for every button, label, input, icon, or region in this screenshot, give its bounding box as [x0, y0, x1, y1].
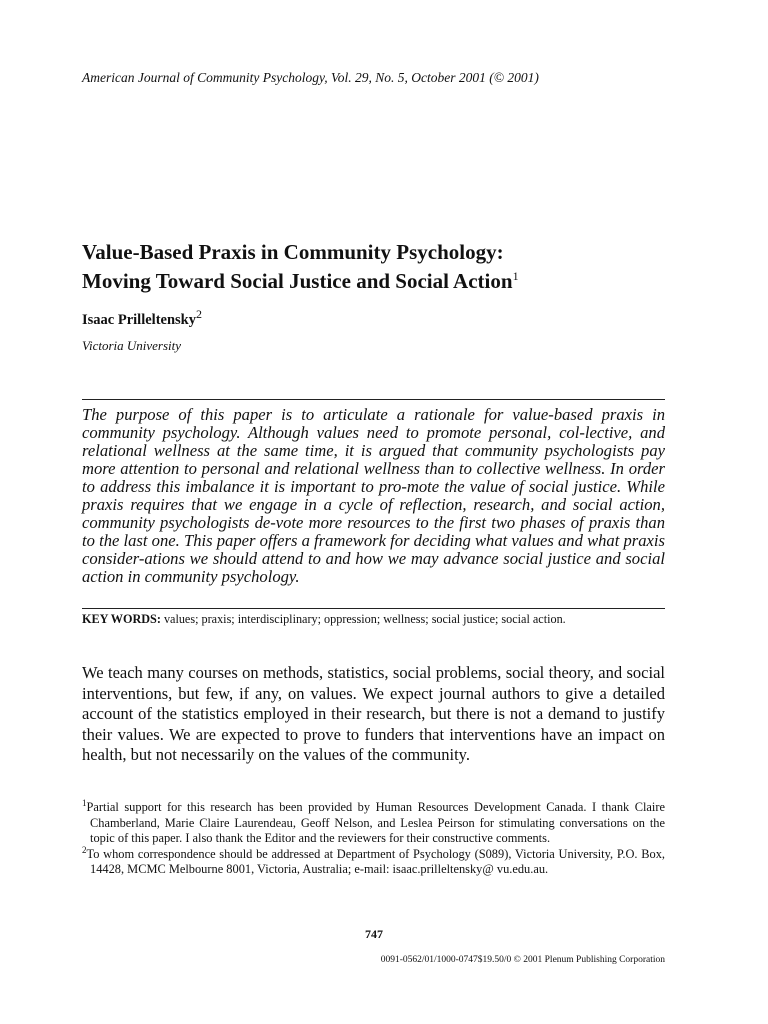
footnote-2-marker: 2	[82, 844, 87, 855]
page-number: 747	[365, 927, 383, 941]
author-footnote-marker: 2	[195, 307, 202, 322]
title-line-2-text: Moving Toward Social Justice and Social Action	[82, 269, 513, 293]
abstract: The purpose of this paper is to articulate a rationale for value-based praxis in community psychology. Although values need to promote personal, col-lective, and relational wellness at the same time, it is argued that community psychologists pay more attention to personal and relational wellness than to collective wellness. In order to address this imbalance it is important to pro-mote the value of social justice. While praxis requires that we engage in a cycle of reflection, research, and social action, community psychologists de-vote more resources to the first two phases of praxis than to the last one. This paper offers a framework for deciding what values and what praxis consider-ations we should attend to and how we may advance social justice and social action in community psychology.	[82, 405, 665, 586]
footnotes	[82, 797, 665, 878]
keywords-text: values; praxis; interdisciplinary; oppression; wellness; social justice; social action.	[163, 612, 566, 626]
footnote-1	[82, 797, 665, 847]
article-title	[82, 238, 682, 296]
footnote-1-marker: 1	[82, 797, 87, 808]
copyright-line: 0091-0562/01/1000-0747$19.50/0 © 2001 Plenum Publishing Corporation	[380, 955, 665, 965]
abstract-top-rule	[82, 399, 665, 400]
author-affiliation: Victoria University	[82, 338, 182, 353]
title-line-1: Value-Based Praxis in Community Psychology:	[82, 240, 504, 264]
footnote-1-text: Partial support for this research has been provided by Human Resources Development Canada. I thank Claire Chamberland, Marie Claire Laurendeau, Geoff Nelson, and Leslea Peirson for stimulating conversations on the topic of this paper. I also thank the Editor and the reviewers for their constructive comments.	[86, 800, 665, 845]
footnote-2-text: To whom correspondence should be addressed at Department of Psychology (S089), Victoria University, P.O. Box, 14428, MCMC Melbourne 8001, Victoria, Australia; e-mail: isaac.prilleltensky@ vu.edu.au.	[86, 846, 665, 876]
keywords-label: KEY WORDS:	[82, 612, 161, 626]
running-head: American Journal of Community Psychology, Vol. 29, No. 5, October 2001 (© 2001)	[82, 70, 539, 85]
keywords	[82, 612, 665, 627]
title-footnote-marker: 1	[512, 269, 519, 283]
author-name-text: Isaac Prilleltensky	[82, 312, 196, 328]
footnote-2	[82, 844, 665, 878]
author-name	[82, 307, 202, 329]
keywords-rule	[82, 608, 665, 609]
body-paragraph: We teach many courses on methods, statistics, social problems, social theory, and social interventions, but few, if any, on values. We expect journal authors to give a detailed account of the statistics employed in their research, but there is not a demand to justify their values. We are expected to prove to funders that interventions have an impact on health, but not necessarily on the values of the community.	[82, 663, 665, 764]
title-line-2	[82, 267, 682, 296]
